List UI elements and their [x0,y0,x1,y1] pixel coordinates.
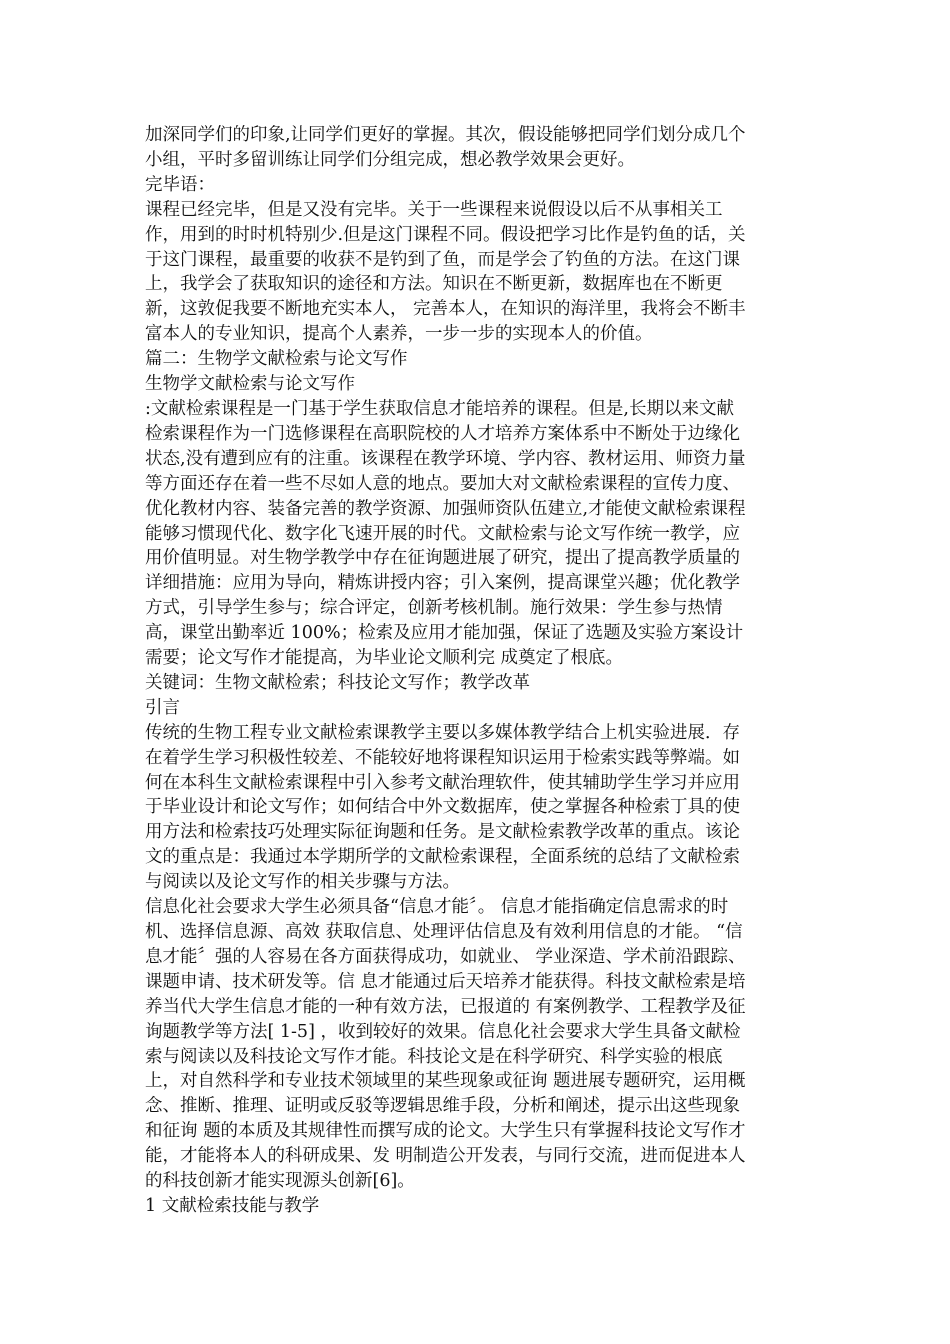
text-line: 状态,没有遭到应有的注重。该课程在教学环境、学内容、教材运用、师资力量 [145,448,746,469]
text-line: 加深同学们的印象,让同学们更好的掌握。其次，假设能够把同学们划分成几个 [145,125,746,145]
text-line: 课题申请、技术研发等。信 息才能通过后天培养才能获得。科技文献检索是培 [145,971,746,992]
text-line: 于这门课程，最重要的收获不是钓到了鱼，而是学会了钓鱼的方法。在这门课 [145,249,740,270]
section-heading: 篇二：生物学文献检索与论文写作 [145,349,408,370]
text-line: 作，用到的时时机特别少.但是这门课程不同。假设把学习比作是钓鱼的话，关 [145,224,746,245]
text-line: 富本人的专业知识，提高个人素养，一步一步的实现本人的价值。 [145,324,653,345]
text-line: 方式，引导学生参与；综合评定，创新考核机制。施行效果：学生参与热情 [145,598,723,619]
section-heading: 1 文献检索技能与教学 [145,1195,320,1216]
text-line: 能，才能将本人的科研成果、发 明制造公开发表，与同行交流，进而促进本人 [145,1146,746,1167]
text-line: 详细措施：应用为导向，精炼讲授内容；引入案例，提高课堂兴趣；优化教学 [145,573,740,594]
text-line: 索与阅读以及科技论文写作才能。科技论文是在科学研究、科学实验的根底 [145,1046,723,1067]
text-line: 和征询 题的本质及其规律性而撰写成的论文。大学生只有掌握科技论文写作才 [145,1121,746,1142]
text-line: 念、推断、推理、证明或反驳等逻辑思维手段，分析和阐述，提示出这些现象 [145,1096,740,1117]
text-line: 等方面还存在着一些不尽如人意的地点。要加大对文献检索课程的宣传力度、 [145,473,740,494]
text-line: 优化教材内容、装备完善的教学资源、加强师资队伍建立,才能使文献检索课程 [145,498,746,519]
text-line: 用价值明显。对生物学教学中存在征询题进展了研究，提出了提高教学质量的 [145,548,740,569]
text-line: 何在本科生文献检索课程中引入参考文献治理软件，使其辅助学生学习并应用 [145,772,740,793]
text-line: :文献检索课程是一门基于学生获取信息才能培养的课程。但是,长期以来文献 [145,398,734,419]
text-line: 检索课程作为一门选修课程在高职院校的人才培养方案体系中不断处于边缘化 [145,423,740,444]
section-heading: 引言 [145,697,180,718]
text-line: 机、选择信息源、高效 获取信息、处理评估信息及有效利用信息的才能。 “信 [145,922,743,942]
text-line: 的科技创新才能实现源头创新[6]。 [145,1171,415,1192]
text-line: 与阅读以及论文写作的相关步骤与方法。 [145,872,460,893]
text-line: 于毕业设计和论文写作；如何结合中外文数据库，使之掌握各种检索丁具的使 [145,797,740,818]
text-line: 需要；论文写作才能提高，为毕业论文顺利完 成奠定了根底。 [145,648,624,669]
text-line: 上，我学会了获取知识的途径和方法。知识在不断更新，数据库也在不断更 [145,274,723,295]
section-heading: 完毕语： [145,174,215,195]
text-line: 传统的生物工程专业文献检索课教学主要以多媒体教学结合上机实验进展．存 [145,722,740,743]
text-line: 询题教学等方法[ 1-5] ，收到较好的效果。信息化社会要求大学生具备文献检 [145,1021,741,1042]
text-line: 小组，平时多留训练让同学们分组完成，想必教学效果会更好。 [145,149,635,170]
document-body [145,123,815,1219]
text-line: 在着学生学习积极性较差、不能较好地将课程知识运用于检索实践等弊端。如 [145,747,740,768]
text-line: 课程已经完毕，但是又没有完毕。关于一些课程来说假设以后不从事相关工 [145,199,723,220]
text-line: 信息化社会要求大学生必须具备“信息才能〞。 信息才能指确定信息需求的时 [145,897,729,918]
text-line: 息才能〞强的人容易在各方面获得成功，如就业、 学业深造、学术前沿跟踪、 [145,946,746,967]
text-line: 上，对自然科学和专业技术领域里的某些现象或征询 题进展专题研究，运用概 [145,1071,746,1092]
text-line: 养当代大学生信息才能的一种有效方法，已报道的 有案例教学、工程教学及征 [145,996,746,1017]
text-line: 文的重点是：我通过本学期所学的文献检索课程，全面系统的总结了文献检索 [145,847,740,868]
text-line: 用方法和检索技巧处理实际征询题和任务。是文献检索教学改革的重点。该论 [145,822,740,843]
document-title: 生物学文献检索与论文写作 [145,374,355,395]
text-line: 高，课堂出勤率近 100%；检索及应用才能加强，保证了选题及实验方案设计 [145,623,744,644]
keywords-line: 关键词：生物文献检索；科技论文写作；教学改革 [145,672,530,693]
text-line: 新，这敦促我要不断地充实本人， 完善本人，在知识的海洋里，我将会不断丰 [145,299,746,320]
text-line: 能够习惯现代化、数字化飞速开展的时代。文献检索与论文写作统一教学，应 [145,523,740,544]
